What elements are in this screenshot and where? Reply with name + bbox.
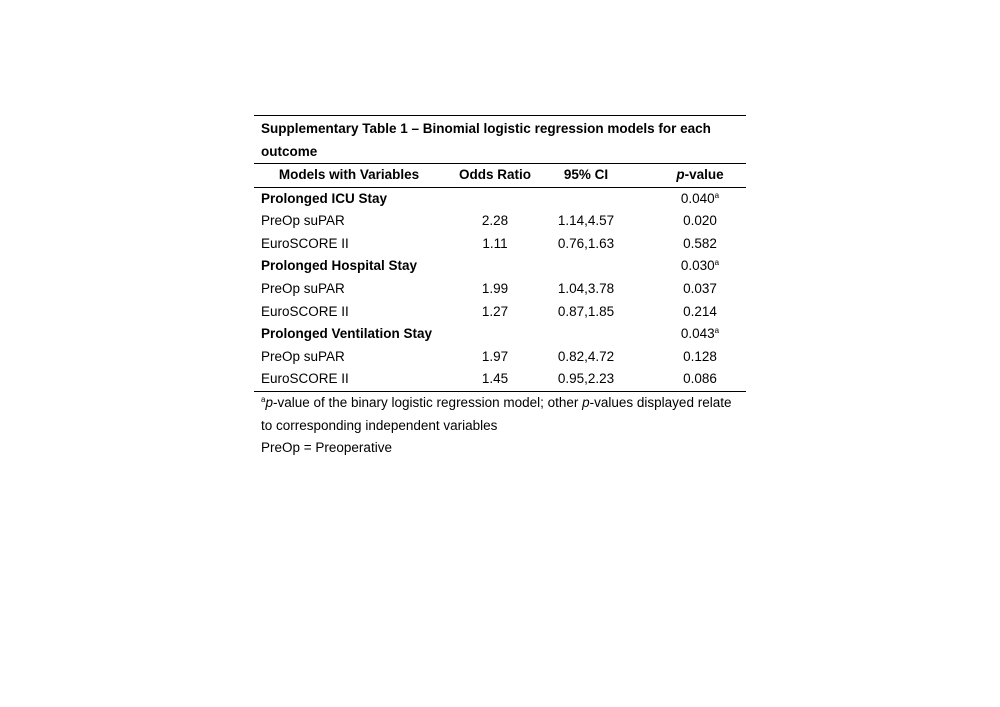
- p-value-cell: 0.086: [626, 368, 746, 391]
- group-p-sup: a: [714, 190, 720, 200]
- odds-ratio-cell: 1.99: [481, 280, 509, 296]
- ci-cell: 0.76,1.63: [557, 235, 615, 251]
- footnote-p-italic: p: [265, 394, 273, 410]
- variable-cell: EuroSCORE II: [254, 368, 444, 391]
- header-model: Models with Variables: [254, 164, 444, 187]
- header-p-value: [626, 164, 746, 187]
- footnote-p-italic: p: [582, 394, 590, 410]
- table-row: [254, 233, 746, 256]
- empty-cell: [444, 255, 546, 278]
- p-value-cell: 0.020: [683, 213, 717, 229]
- variable-cell: PreOp suPAR: [261, 213, 345, 229]
- group-name: Prolonged ICU Stay: [261, 190, 388, 206]
- table-row: [254, 210, 746, 233]
- header-p-italic: p: [676, 167, 685, 182]
- group-p: 0.030: [680, 258, 715, 274]
- table-row: [254, 278, 746, 301]
- p-value-cell: 0.037: [683, 280, 717, 296]
- footnote-sup: a: [261, 394, 266, 404]
- odds-ratio-cell: 1.11: [482, 235, 508, 251]
- group-name: Prolonged Ventilation Stay: [261, 326, 433, 342]
- group-p-value: [626, 323, 746, 346]
- p-value-cell: 0.128: [683, 348, 717, 364]
- group-row-hospital: [254, 255, 746, 278]
- group-p-value: [626, 187, 746, 210]
- ci-cell: 0.82,4.72: [557, 348, 615, 364]
- ci-cell: 1.14,4.57: [557, 213, 615, 229]
- table-row: [254, 301, 746, 324]
- odds-ratio-cell: 2.28: [481, 213, 509, 229]
- group-name: Prolonged Hospital Stay: [261, 258, 418, 274]
- p-value-cell: 0.582: [683, 235, 717, 251]
- ci-cell: 0.87,1.85: [557, 303, 615, 319]
- table-footnotes: [254, 392, 746, 460]
- table-caption: Supplementary Table 1 – Binomial logistic regression models for each outcome: [261, 121, 711, 159]
- empty-cell: [546, 187, 626, 210]
- odds-ratio-cell: 1.27: [481, 303, 509, 319]
- header-row: [254, 164, 746, 187]
- ci-cell: 0.95,2.23: [546, 368, 626, 391]
- group-p: 0.040: [680, 190, 715, 206]
- table-row: [254, 368, 746, 391]
- footnote-text: -value of the binary logistic regression model; other: [272, 394, 583, 410]
- footnote-abbreviation: PreOp = Preoperative: [261, 440, 392, 456]
- group-p: 0.043: [680, 326, 715, 342]
- group-row-icu: [254, 187, 746, 210]
- group-p-sup: a: [714, 258, 720, 268]
- regression-table: [254, 164, 746, 392]
- variable-cell: PreOp suPAR: [261, 348, 345, 364]
- footnote-text: -values displayed relate to corresponding independent variables: [261, 394, 732, 433]
- group-p-sup: a: [714, 326, 720, 336]
- odds-ratio-cell: 1.97: [481, 348, 509, 364]
- header-p-rest: -value: [684, 167, 724, 182]
- group-p-value: [626, 255, 746, 278]
- odds-ratio-cell: 1.45: [444, 368, 546, 391]
- group-row-ventilation: [254, 323, 746, 346]
- p-value-cell: 0.214: [683, 303, 717, 319]
- footnote-a: [261, 392, 739, 437]
- empty-cell: [444, 187, 546, 210]
- ci-cell: 1.04,3.78: [557, 280, 615, 296]
- empty-cell: [546, 323, 626, 346]
- header-odds-ratio: Odds Ratio: [444, 164, 546, 187]
- empty-cell: [444, 323, 546, 346]
- supplementary-table: [254, 115, 746, 460]
- empty-cell: [546, 255, 626, 278]
- variable-cell: EuroSCORE II: [261, 235, 349, 251]
- variable-cell: PreOp suPAR: [261, 280, 345, 296]
- header-ci: 95% CI: [546, 164, 626, 187]
- variable-cell: EuroSCORE II: [261, 303, 349, 319]
- table-row: [254, 346, 746, 369]
